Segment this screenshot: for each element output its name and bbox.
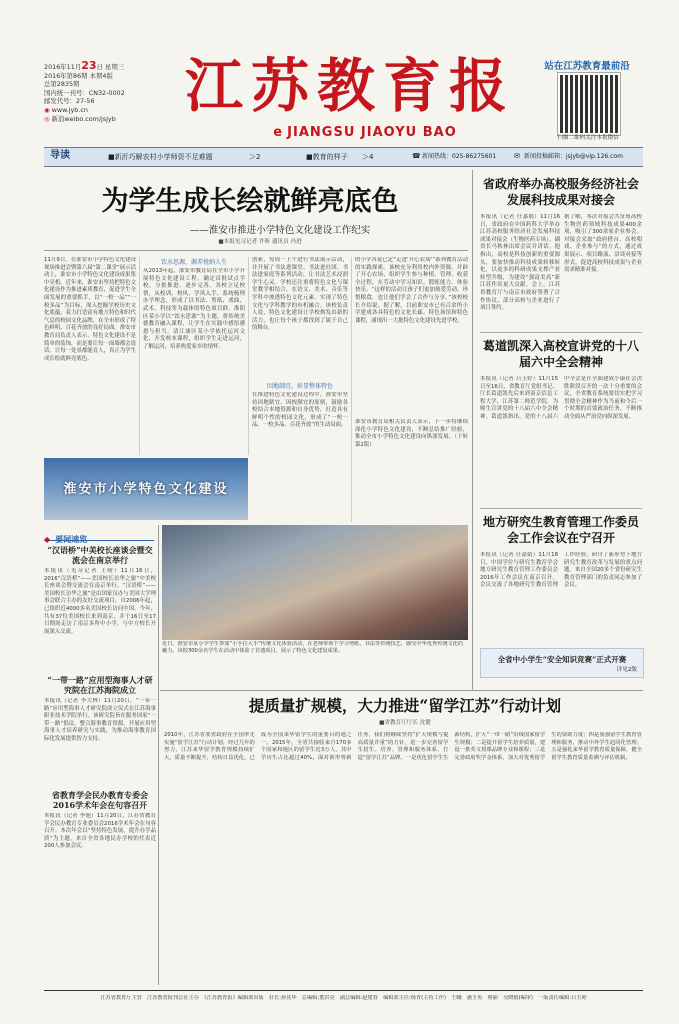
cn-code: 国内统一刊号：CN32-0002 — [44, 88, 125, 97]
date-day: 23 — [81, 59, 97, 72]
col-divider — [139, 257, 140, 455]
lead-subhead: ——淮安市推进小学特色文化建设工作纪实 — [189, 225, 371, 236]
lead-col-2 — [143, 257, 245, 455]
qr-code[interactable] — [558, 73, 620, 135]
weibo-icon: ◎ — [44, 114, 50, 123]
lead-byline: ■本报见习记者 许昕 通讯员 冯进 — [218, 239, 302, 245]
logo-pinyin: JIANGSU JIAOYU BAO — [287, 125, 457, 140]
total-issue: 总第2835期 — [44, 80, 80, 89]
bottom-body: 2010年，江苏省委省政府在全国率先实施“留学江苏”行动计划，经过几年的努力，江苏来华留学教育规模持续扩大，质量不断提升，结构日益优化，已成为全国来华留学生的重要目的地之一。2015年，全省共接收来自170多个国家和地区的留学生近3万人，其中学历生占比超过40%。面对新形势新任务，我们将继续坚持“扩大规模与提高质量并重”的方针，进一步完善留学生招生、培养、管理和服务体系，打造“留学江苏”品牌。一是优化留学生生源结构，扩大“一带一路”沿线国家留学生规模；二是提升留学生培养质量，建设一批英文授课品牌专业和课程；三是完善政府奖学金体系，加大对优秀留学生的资助力度；四是加强留学生教育管理和服务，推动中外学生趋同化管理；五是强化来华留学教育质量保障，健全留学生教育质量监测与评估机制。 — [164, 732, 642, 762]
right-story-3-body: 本报讯（记者 任嘉婧）11月18日，中国学位与研究生教育学会地方研究生教育管理工作委员会2016年工作会议在南京召开。会议交流了各地研究生教育管理工作经验，研讨了新形势下地方研究生教育改革与发展的重点问题。来自全国20多个省份研究生教育管理部门的负责同志参加了会议。 — [480, 552, 642, 589]
bottom-byline: ■省教育厅厅长 沈健 — [379, 720, 431, 726]
lead-photo — [162, 525, 468, 640]
post-code: 邮发代号：27-56 — [44, 97, 95, 106]
rule — [480, 332, 642, 333]
globe-icon: ◉ — [44, 105, 50, 114]
lead-col-3-sub: 因地制宜，彰显整体特色 — [266, 383, 333, 390]
right-story-2-title: 葛道凯深入高校宣讲党的十八届六中全会精神 — [482, 339, 639, 369]
newspaper-logo: 江苏教育报 — [184, 52, 515, 120]
brief-1-title: “汉语桥”中美校长座谈会暨交流会在南京举行 — [47, 545, 153, 565]
photo-caption: 近日，淮安市某小学学生参加“小手拉大手”传统文化体验活动，在老师带领下学习剪纸、书法等传统技艺，感受中华优秀传统文化的魅力。该校300余名学生在活动中体验了非遗项目，展示了特色文化建设成果。 — [162, 641, 464, 655]
bottom-headline: 提质量扩规模，大力推进“留学江苏”行动计划 — [248, 696, 562, 715]
news-brief-label: 要闻速览 — [55, 535, 88, 544]
rule — [160, 690, 643, 691]
brief-1-body: 本报讯（见习记者 王晴）11月16日，2016“汉语桥”——美国校长访华之旅“中美校长座谈会暨交流会在南京举行。“汉语桥”——美国校长访华之旅”是由国家汉办与美国大学理事会联合主办的友好交流项目，自2006年起，已组织近4000多名美国校长访问中国。今年，共有37位美国校长来到南京，并于16日至17日期间走访了南京多所中小学，与中方校长开展深入交流。 — [44, 568, 156, 635]
guide-item-2-page[interactable]: ＞4 — [362, 153, 374, 161]
right-col-divider — [472, 170, 473, 690]
lead-col-3b-body: 在推进特色文化建设过程中，淮安市坚持因地制宜、因校制宜的原则，鼓励各校结合本地资源和自身优势，打造具有鲜明个性的校园文化，形成了“一校一品、一校多品、百花齐放”的生动局面。 — [252, 392, 348, 429]
lead-col-1: 11月9日，在淮安市小学特色文化建设现场推进会暨第六届“第二课堂”展示活动上，淮安市小学特色文化建设成果集中亮相。近年来，淮安市坚持把特色文化建设作为推进素质教育、促进学生全面发展的重要抓手，以“一校一品”“一校多品”为目标，深入挖掘学校历史文化底蕴，着力打造富有地方特色和时代气息的校园文化品牌，在全市形成了特色鲜明、百花齐放的良好局面。淮安市教育局负责人表示，特色文化建设不是简单的装饰，而是要让每一面墙都会说话，让每一处景都能育人，真正为学生成长绘就鲜亮底色。 — [44, 257, 136, 362]
left-col-divider — [158, 525, 159, 985]
lead-col-2-title: 饮水思源，源养悦纳人生 — [160, 259, 227, 266]
news-brief-header — [44, 527, 154, 544]
right-story-1-body: 本报讯（记者 任嘉婧）11月16日，省政府在中国药科大学举办江苏高校服务经济社会发展科技成果对接会（生物医药专场）。副省长马秋林出席会议并讲话。他指出，高校是科技创新的重要源头，要加快推动科技成果转移转化，以更多的科研成果支撑产业转型升级，为建设“强富美高”新江苏作出更大贡献。会上，江苏省教育厅与南京市政府签署了合作协议，部分高校与企业进行了项目签约。 — [480, 214, 560, 312]
submit-email[interactable]: 新闻投稿邮箱：jsjyb@vip.126.com — [524, 153, 623, 160]
news-brief-icon: ◆ — [44, 535, 51, 544]
col-divider — [248, 257, 249, 455]
right-story-1b-body: 据了解，本次对接会共征集高校生物医药领域科技成果400余项，吸引了300余家企业参会。对接会采取“政府搭台、高校唱戏、企业参与”的方式，通过成果展示、项目路演、洽谈对接等形式，促进高校科技成果与企业需求精准对接。 — [564, 214, 642, 274]
guide-item-1-page[interactable]: ＞2 — [249, 153, 261, 161]
right-story-1-title: 省政府举办高校服务经济社会发展科技成果对接会 — [482, 177, 639, 207]
lead-headline: 为学生成长绘就鲜亮底色 — [101, 186, 399, 217]
brief-2-title: “一带一路”应用型海事人才研究院在江苏海院成立 — [47, 675, 153, 695]
col-divider — [351, 257, 352, 522]
date-block — [44, 59, 154, 123]
footer-text: 江苏省教育厅主管 江苏教育报刊总社主办 《江苏教育报》编辑部出版 社长:孙其华 总编辑:董洪亮 副总编辑:赵建春 编辑部主任:杨青(主持工作) 王曦 潘玉英 蔡丽 吴晓娟(编审) 一版责任编辑:吕玉婷 — [100, 995, 587, 1001]
brief-2 — [44, 675, 156, 788]
lead-col-4-body: 的小学各说已定“走进‘开心农场’”系列教育活动的实践探索。该校充分利用校内外资源，开辟了开心农场，组织学生参与种植、管理、收获全过程，在劳动中学习知识、锻炼能力、体验快乐。“这样的活动让孩子们更加热爱劳动、珍惜粮食，也让他们学会了合作与分享。”该校校长介绍说。据了解，目前淮安市已有百余所小学建成各具特色的文化长廊、特色场馆和特色课程，涌现出一大批特色文化建设先进学校。 — [355, 257, 468, 324]
logo-e-icon: e — [273, 125, 283, 140]
guide-item-1[interactable]: ■新沂巧解农村小学师资不足难题 — [108, 153, 213, 161]
right-story-3-title: 地方研究生教育管理工作委员会工作会议在宁召开 — [482, 515, 639, 545]
lead-col-4-sub: 淮安市教育局相关负责人表示，下一步将继续深化小学特色文化建设，不断总结推广经验，推动全市小学特色文化建设向纵深发展。（下转第2版） — [355, 419, 468, 448]
hotline: 新闻热线：025-86275601 — [422, 153, 497, 160]
lead-col-2-body: 从2013年起，淮安市教育局在全市小学开展特色文化建设工程，确定首批试点学校，分批推进、逐步完善。各校立足校情，从校训、校风、学风入手，系统梳理办学理念，形成了以书法、剪纸、戏曲、武术、科技等为载体的特色项目群。淮阴区某小学以“饮水思源”为主题，将传统美德教育融入课程，让学生在实践中感悟感恩与担当。清江浦区某小学依托运河文化，开发校本课程，组织学生走进运河、了解运河，培养热爱家乡的情怀。 — [143, 268, 245, 350]
brief-2-body: 本报讯（记者 李大林）11月20日，“一带一路”应用型海事人才研究院成立仪式在江苏海事职业技术学院举行。该研究院旨在服务国家“一带一路”倡议，整合海事教育资源，开展应用型海事人才培养研究与实践，为推动海事教育国际化发展提供智力支持。 — [44, 698, 156, 742]
guide-label: 导读 — [50, 150, 70, 161]
guide-bar — [44, 147, 643, 167]
issue-line: 2016年第86期 本期4版 — [44, 71, 113, 80]
lead-col-3 — [252, 257, 348, 522]
rule — [480, 508, 642, 509]
brief-3 — [44, 790, 156, 989]
right-notice-sub: 详见2版 — [616, 667, 637, 673]
weibo-url[interactable]: 新浪weibo.com/jsjyb — [51, 114, 116, 123]
brief-3-body: 本报讯（记者 李旭）11月20日，江苏省教育学会民办教育专业委员会2016学术年会在句容召开。本次年会以“坚持特色发展，提升办学品质”为主题，来自全省各地民办学校的代表近200人参加会议。 — [44, 813, 156, 850]
right-story-2-body: 本报讯（记者 吕玉婷）11月15日至16日，省教育厅党组书记、厅长葛道凯先后来到南京信息工程大学、江苏第二师范学院，为师生宣讲党的十八届六中全会精神。葛道凯指出，党的十八届六中全会是在全面建成小康社会决胜阶段召开的一次十分重要的会议，全省教育系统要切实把学习贯彻全会精神作为当前和今后一个时期的首要政治任务，不断推动全面从严治党向纵深发展。 — [480, 376, 642, 420]
right-notice-title: 全省中小学生“安全知识竞赛”正式开赛 — [497, 655, 627, 664]
date-line: 2016年11月 — [44, 63, 82, 71]
brief-1 — [44, 545, 156, 674]
banner-text: 淮安市小学特色文化建设 — [63, 482, 229, 497]
brief-3-title: 省教育学会民办教育专委会2016学术年会在句容召开 — [52, 790, 148, 810]
footer-rule — [44, 990, 643, 991]
lead-col-3-body: 创新，每周一上午进行书法展示活动，并开展了书法进课堂、书法进社团、书法进家庭等系列活动，让书法艺术浸润学生心灵。学校还注重将特色文化与课堂教学相结合，在语文、美术、音乐等学科中渗透特色文化元素，实现了特色文化与学科教学的有机融合。该校负责人说，特色文化建设让学校焕发出新的活力，也让每个孩子都找到了属于自己的舞台。 — [252, 257, 348, 332]
banner-photo — [44, 458, 248, 520]
slogan: 站在江苏教育最前沿 — [544, 61, 630, 72]
phone-icon: ☎ — [412, 152, 421, 160]
qr-caption: 扫描二维码关注本报微信 — [557, 135, 619, 141]
right-notice-box[interactable] — [480, 648, 644, 678]
date-weekday: 日 星期三 — [96, 63, 125, 71]
logo-pinyin-row — [220, 121, 510, 140]
lead-col-4 — [355, 257, 468, 522]
site-url[interactable]: www.jyb.cn — [51, 105, 88, 114]
guide-item-2[interactable]: ■教育的样子 — [306, 153, 348, 161]
lead-rule — [44, 250, 468, 251]
mail-icon: ✉ — [514, 152, 520, 160]
